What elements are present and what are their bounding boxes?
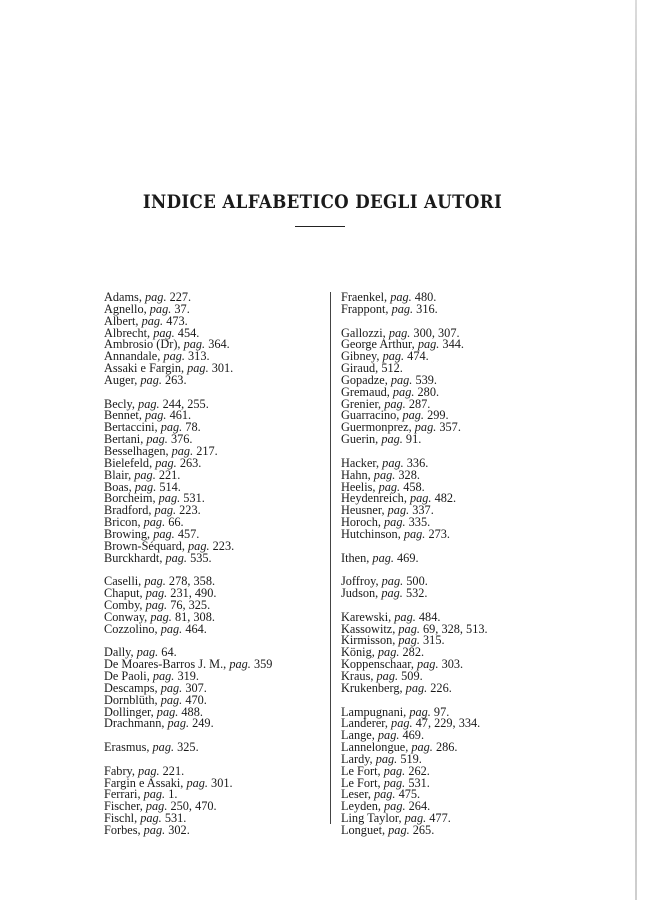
page-abbrev: pag. <box>160 692 183 707</box>
author-name: Karewski, <box>341 609 392 624</box>
page-numbers: 217. <box>196 443 218 458</box>
index-entry <box>104 718 326 730</box>
page-abbrev: pag. <box>143 787 166 802</box>
page-abbrev: pag. <box>381 586 403 601</box>
page-abbrev: pag. <box>402 408 424 423</box>
page-numbers: 469. <box>397 550 419 565</box>
page-numbers: 64. <box>161 645 177 660</box>
author-name: Frappont, <box>341 301 389 316</box>
author-name: Gibney, <box>341 349 380 364</box>
page-abbrev: pag. <box>153 526 175 541</box>
author-name: Cozzolino, <box>104 621 158 636</box>
page-numbers: 531. <box>408 775 430 790</box>
page-title: INDICE ALFABETICO DEGLI AUTORI <box>142 192 503 214</box>
page-numbers: 227. <box>169 290 192 304</box>
page-numbers: 47, 229, 334. <box>415 716 481 731</box>
author-name: Albert, <box>104 313 139 328</box>
page-abbrev: pag. <box>383 763 406 778</box>
index-entry <box>104 822 326 837</box>
index-entry <box>341 434 541 446</box>
page-abbrev: pag. <box>158 491 181 506</box>
author-name: Forbes, <box>104 822 141 837</box>
page-numbers: 535. <box>190 550 212 565</box>
page-numbers: 301. <box>211 775 233 790</box>
page-numbers: 37. <box>174 301 190 316</box>
page-numbers: 299. <box>427 408 449 423</box>
author-name: Dornblüth, <box>104 692 158 707</box>
page-abbrev: pag. <box>136 645 159 660</box>
index-entry <box>104 621 326 636</box>
page-numbers: 475. <box>398 787 421 802</box>
author-name: Le Fort, <box>341 763 381 778</box>
page-abbrev: pag. <box>383 775 406 790</box>
page-abbrev: pag. <box>405 680 428 695</box>
page-numbers: 488. <box>181 704 203 719</box>
page-abbrev: pag. <box>404 811 427 826</box>
page-numbers: 303. <box>441 657 464 672</box>
page-abbrev: pag. <box>138 763 160 778</box>
page-abbrev: pag. <box>146 432 168 447</box>
page-abbrev: pag. <box>387 503 410 518</box>
author-name: Comby, <box>104 597 143 612</box>
author-name: Ambrosio (Dr), <box>104 337 181 352</box>
page-abbrev: pag. <box>390 372 413 387</box>
page-abbrev: pag. <box>411 740 433 755</box>
author-name: Le Fort, <box>341 775 381 790</box>
author-name: Fischer, <box>104 799 143 814</box>
page-numbers: 231, 490. <box>170 586 217 601</box>
page-abbrev: pag. <box>141 313 164 328</box>
page-numbers: 264. <box>408 799 431 814</box>
page-abbrev: pag. <box>143 822 166 837</box>
author-name: Fabry, <box>104 763 135 778</box>
index-entry <box>104 742 326 754</box>
author-name: George Arthur, <box>341 337 415 352</box>
page-numbers: 512. <box>381 361 403 376</box>
page-numbers: 344. <box>442 337 464 352</box>
author-name: Guerin, <box>341 432 379 447</box>
page-numbers: 287. <box>408 396 431 411</box>
page-numbers: 263. <box>165 372 187 387</box>
page-numbers: 223. <box>179 503 201 518</box>
author-name: Joffroy, <box>341 574 379 589</box>
page-numbers: 532. <box>405 586 428 601</box>
page-abbrev: pag. <box>140 811 162 826</box>
page-numbers: 307. <box>185 680 207 695</box>
page-numbers: 263. <box>179 455 202 470</box>
author-name: Conway, <box>104 609 148 624</box>
author-name: Bennet, <box>104 408 142 423</box>
right-column <box>341 292 541 837</box>
page-abbrev: pag. <box>134 479 157 494</box>
column-divider <box>330 292 331 824</box>
page-abbrev: pag. <box>134 467 156 482</box>
page-numbers: 78. <box>185 420 201 435</box>
page-numbers: 250, 470. <box>170 799 217 814</box>
page-abbrev: pag. <box>388 822 410 837</box>
page-abbrev: pag. <box>384 396 406 411</box>
page-numbers: 262. <box>408 763 430 778</box>
page-numbers: 76, 325. <box>170 597 211 612</box>
page-abbrev: pag. <box>373 787 396 802</box>
page-numbers: 473. <box>166 313 188 328</box>
page-abbrev: pag. <box>373 467 396 482</box>
page-abbrev: pag. <box>417 657 439 672</box>
page-abbrev: pag. <box>144 574 166 589</box>
page-numbers: 91. <box>405 432 422 447</box>
author-name: Descamps, <box>104 680 158 695</box>
page-numbers: 482. <box>434 491 457 506</box>
index-entry <box>104 372 326 387</box>
page-abbrev: pag. <box>183 337 206 352</box>
page-numbers: 265. <box>412 822 435 837</box>
page-numbers: 313. <box>188 349 210 364</box>
author-name: Koppenschaar, <box>341 657 414 672</box>
page-abbrev: pag. <box>390 290 412 304</box>
author-name: Chaput, <box>104 586 143 601</box>
page-numbers: 469. <box>402 728 425 743</box>
author-name: Judson, <box>341 586 379 601</box>
page-abbrev: pag. <box>409 704 431 719</box>
author-name: Landerer, <box>341 716 388 731</box>
page-abbrev: pag. <box>145 586 168 601</box>
page-abbrev: pag. <box>171 443 194 458</box>
author-name: Drachmann, <box>104 716 165 731</box>
page-abbrev: pag. <box>392 384 415 399</box>
page-abbrev: pag. <box>378 479 401 494</box>
page-abbrev: pag. <box>153 325 175 340</box>
author-name: Hahn, <box>341 467 371 482</box>
index-entry <box>341 680 541 695</box>
page-abbrev: pag. <box>394 609 416 624</box>
author-name: Besselhagen, <box>104 443 169 458</box>
page-numbers: 316. <box>416 301 438 316</box>
page-abbrev: pag. <box>372 550 394 565</box>
author-name: Ithen, <box>341 550 370 565</box>
page-abbrev: pag. <box>398 621 420 636</box>
page-numbers: 66. <box>168 515 184 530</box>
left-column <box>104 292 326 837</box>
page-numbers: 461. <box>169 408 192 423</box>
page-numbers: 335. <box>408 515 431 530</box>
author-name: Krukenberg, <box>341 680 403 695</box>
author-name: Boas, <box>104 479 132 494</box>
index-entry <box>341 588 541 600</box>
author-name: Browing, <box>104 526 151 541</box>
page-numbers: 531. <box>183 491 205 506</box>
author-name: Bricon, <box>104 515 141 530</box>
page-abbrev: pag. <box>388 325 411 340</box>
page-abbrev: pag. <box>414 420 437 435</box>
page-numbers: 223. <box>212 538 235 553</box>
page-numbers: 1. <box>168 787 178 802</box>
author-name: Adams, <box>104 290 142 304</box>
page-abbrev: pag. <box>140 372 162 387</box>
page-abbrev: pag. <box>377 645 400 660</box>
page-numbers: 226. <box>430 680 452 695</box>
author-name: Gopadze, <box>341 372 388 387</box>
page-abbrev: pag. <box>417 337 440 352</box>
page-abbrev: pag. <box>165 550 188 565</box>
page-abbrev: pag. <box>381 432 403 447</box>
author-name: Erasmus, <box>104 740 150 755</box>
page-numbers: 519. <box>400 751 422 766</box>
author-name: Ferrari, <box>104 787 141 802</box>
page-abbrev: pag. <box>145 799 168 814</box>
page-abbrev: pag. <box>384 799 406 814</box>
page-numbers: 484. <box>418 609 441 624</box>
author-name: Dollinger, <box>104 704 154 719</box>
author-name: Gallozzi, <box>341 325 386 340</box>
author-name: Borcheim, <box>104 491 156 506</box>
author-name: De Paoli, <box>104 669 150 683</box>
index-entry <box>104 550 326 565</box>
page-numbers: 539. <box>415 372 437 387</box>
page-abbrev: pag. <box>167 716 190 731</box>
page-numbers: 328. <box>398 467 420 482</box>
page-numbers: 336. <box>406 455 429 470</box>
page-numbers: 221. <box>162 763 185 778</box>
page-numbers: 474. <box>407 349 429 364</box>
page-abbrev: pag. <box>391 301 414 316</box>
page-numbers: 337. <box>412 503 434 518</box>
author-name: Brown-Séquard, <box>104 538 185 553</box>
page-numbers: 531. <box>164 811 187 826</box>
author-name: Bertani, <box>104 432 144 447</box>
page-numbers: 249. <box>192 716 214 731</box>
author-name: Hacker, <box>341 455 380 470</box>
author-name: Heusner, <box>341 503 385 518</box>
author-name: Blair, <box>104 467 132 482</box>
page-edge <box>635 0 637 900</box>
page-abbrev: pag. <box>138 396 160 411</box>
page-abbrev: pag. <box>145 597 168 612</box>
author-name: Bradford, <box>104 503 152 518</box>
page-numbers: 97. <box>433 704 450 719</box>
index-entry <box>341 822 541 837</box>
page-numbers: 509. <box>401 669 423 683</box>
page-abbrev: pag. <box>409 491 432 506</box>
page-abbrev: pag. <box>160 621 183 636</box>
page-numbers: 319. <box>177 669 199 683</box>
author-name: Lampugnani, <box>341 704 407 719</box>
author-name: Giraud, <box>341 361 379 376</box>
page-abbrev: pag. <box>150 609 172 624</box>
author-name: Kassowitz, <box>341 621 396 636</box>
page-abbrev: pag. <box>144 408 167 423</box>
page-abbrev: pag. <box>381 574 404 589</box>
page-numbers: 278, 358. <box>168 574 216 589</box>
title-rule <box>295 226 345 227</box>
author-name: Horoch, <box>341 515 381 530</box>
index-entry <box>341 526 541 541</box>
author-name: Ling Taylor, <box>341 811 402 826</box>
page-abbrev: pag. <box>187 361 209 376</box>
page-numbers: 376. <box>170 432 193 447</box>
page-abbrev: pag. <box>375 751 398 766</box>
page-numbers: 244, 255. <box>162 396 209 411</box>
page-numbers: 364. <box>208 337 230 352</box>
index-entry <box>341 550 541 565</box>
page-numbers: 286. <box>435 740 458 755</box>
page-numbers: 280. <box>417 384 440 399</box>
author-name: Becly, <box>104 396 135 411</box>
author-name: Lardy, <box>341 751 373 766</box>
page-abbrev: pag. <box>382 455 404 470</box>
page-abbrev: pag. <box>403 526 426 541</box>
page-numbers: 470. <box>185 692 207 707</box>
author-name: Assaki e Fargin, <box>104 361 185 376</box>
page-abbrev: pag. <box>391 716 413 731</box>
author-name: Guermonprez, <box>341 420 412 435</box>
author-name: Grenier, <box>341 396 382 411</box>
page-abbrev: pag. <box>143 515 166 530</box>
page-numbers: 301. <box>211 361 234 376</box>
author-name: Annandale, <box>104 349 161 364</box>
page-abbrev: pag. <box>186 775 208 790</box>
author-name: Longuet, <box>341 822 386 837</box>
author-name: Auger, <box>104 372 138 387</box>
page-numbers: 457. <box>177 526 200 541</box>
author-name: Fraenkel, <box>341 290 388 304</box>
author-name: Bertaccini, <box>104 420 158 435</box>
index-entry <box>341 301 541 316</box>
page-abbrev: pag. <box>376 669 399 683</box>
author-name: Bielefeld, <box>104 455 153 470</box>
page-abbrev: pag. <box>156 704 179 719</box>
page-numbers: 300, 307. <box>413 325 460 340</box>
author-name: Agnello, <box>104 301 147 316</box>
author-name: Fargin e Assaki, <box>104 775 184 790</box>
page-abbrev: pag. <box>163 349 185 364</box>
page-numbers: 221. <box>158 467 181 482</box>
author-name: Dally, <box>104 645 134 660</box>
page-numbers: 325. <box>177 740 199 755</box>
page-numbers: 302. <box>168 822 190 837</box>
page-numbers: 477. <box>429 811 451 826</box>
page-numbers: 500. <box>406 574 428 589</box>
author-name: Kirmisson, <box>341 633 396 648</box>
page-abbrev: pag. <box>188 538 210 553</box>
page-abbrev: pag. <box>398 633 420 648</box>
page-numbers: 357. <box>439 420 461 435</box>
page-abbrev: pag. <box>160 420 183 435</box>
author-name: Heelis, <box>341 479 376 494</box>
page-abbrev: pag. <box>154 503 177 518</box>
author-name: Albrecht, <box>104 325 151 340</box>
page-numbers: 480. <box>414 290 437 304</box>
page-numbers: 282. <box>402 645 425 660</box>
page-abbrev: pag. <box>384 515 406 530</box>
page-numbers: 273. <box>428 526 450 541</box>
page-numbers: 458. <box>403 479 425 494</box>
page-numbers: 454. <box>177 325 200 340</box>
author-name: Leser, <box>341 787 371 802</box>
page-abbrev: pag. <box>229 657 251 672</box>
author-name: König, <box>341 645 375 660</box>
page-abbrev: pag. <box>160 680 183 695</box>
author-name: Lange, <box>341 728 375 743</box>
page-numbers: 69, 328, 513. <box>423 621 488 636</box>
page-abbrev: pag. <box>377 728 400 743</box>
page-numbers: 315. <box>423 633 445 648</box>
author-name: Lannelongue, <box>341 740 409 755</box>
page-abbrev: pag. <box>149 301 172 316</box>
author-name: Caselli, <box>104 574 142 589</box>
page-numbers: 514. <box>159 479 181 494</box>
author-name: Leyden, <box>341 799 381 814</box>
author-name: Gremaud, <box>341 384 390 399</box>
page-numbers: 464. <box>185 621 207 636</box>
author-name: Heydenreich, <box>341 491 407 506</box>
page-abbrev: pag. <box>145 290 167 304</box>
author-name: De Moares-Barros J. M., <box>104 657 227 672</box>
author-name: Hutchinson, <box>341 526 401 541</box>
page-abbrev: pag. <box>152 740 175 755</box>
author-name: Kraus, <box>341 669 374 683</box>
page-abbrev: pag. <box>382 349 405 364</box>
page-abbrev: pag. <box>152 669 175 683</box>
author-name: Guarracino, <box>341 408 400 423</box>
author-name: Burckhardt, <box>104 550 163 565</box>
page-abbrev: pag. <box>155 455 177 470</box>
author-name: Fischl, <box>104 811 138 826</box>
page-numbers: 81, 308. <box>174 609 215 624</box>
page-numbers: 359 <box>253 657 273 672</box>
